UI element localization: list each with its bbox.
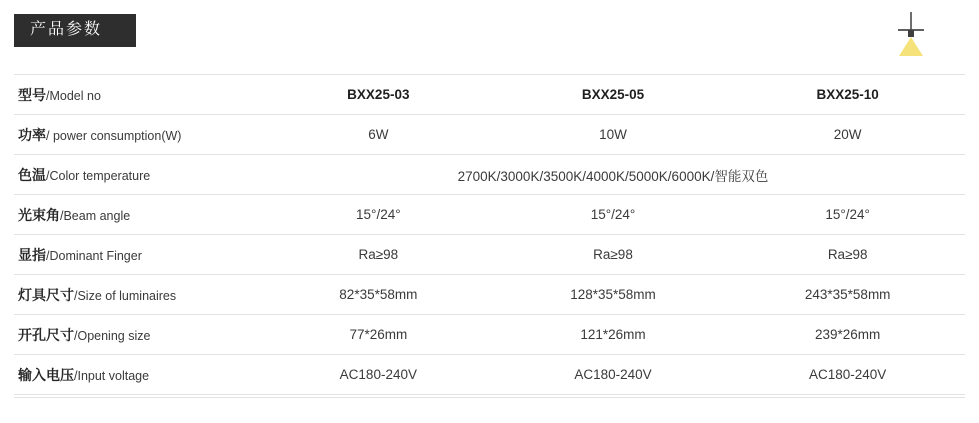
row-label-cn: 色温: [18, 166, 46, 183]
row-label-cn: 输入电压: [18, 366, 74, 383]
row-value: 15°/24°: [356, 207, 401, 222]
bottom-divider: [14, 397, 965, 398]
row-value: 121*26mm: [580, 327, 646, 342]
ceiling-lamp-icon: [885, 8, 937, 60]
header: [14, 14, 965, 70]
row-label-en: /Size of luminaires: [74, 288, 177, 303]
row-value: 82*35*58mm: [339, 287, 418, 302]
table-row: [14, 275, 965, 315]
row-value: 128*35*58mm: [570, 287, 656, 302]
row-value: Ra≥98: [827, 247, 868, 262]
row-value: 15°/24°: [825, 207, 870, 222]
row-label-cn: 灯具尺寸: [18, 286, 74, 303]
row-label-cn: 光束角: [18, 206, 60, 223]
row-label-en: / power consumption(W): [46, 128, 182, 143]
row-label: [14, 115, 261, 155]
row-label-en: /Model no: [46, 88, 101, 103]
row-label: [14, 275, 261, 315]
row-value-merged: 2700K/3000K/3500K/4000K/5000K/6000K/智能双色: [457, 168, 769, 184]
row-value: AC180-240V: [574, 367, 652, 382]
row-value: 10W: [599, 127, 627, 142]
row-value: 243*35*58mm: [804, 287, 891, 302]
page-title: 产品参数: [14, 14, 136, 47]
row-label-cn: 显指: [18, 246, 46, 263]
row-label: [14, 355, 261, 395]
row-label-cn: 开孔尺寸: [18, 326, 74, 343]
spec-table: [14, 74, 965, 395]
row-label-en: /Opening size: [74, 328, 151, 343]
row-label: [14, 155, 261, 195]
row-label-cn: 型号: [18, 86, 46, 103]
row-label: [14, 315, 261, 355]
row-value: 15°/24°: [590, 207, 636, 222]
table-row: [14, 115, 965, 155]
row-value: BXX25-05: [581, 87, 645, 102]
row-value: Ra≥98: [358, 247, 399, 262]
row-value: BXX25-03: [347, 87, 410, 102]
table-row: [14, 355, 965, 395]
row-label-en: /Input voltage: [74, 368, 150, 383]
row-label-en: /Beam angle: [60, 208, 131, 223]
row-value: Ra≥98: [593, 247, 633, 262]
row-value: 77*26mm: [349, 327, 408, 342]
table-row: [14, 75, 965, 115]
table-row: [14, 155, 965, 195]
row-label: [14, 235, 261, 275]
row-value: 239*26mm: [815, 327, 881, 342]
table-row: [14, 315, 965, 355]
row-value: 6W: [368, 127, 389, 142]
table-row: [14, 235, 965, 275]
row-value: AC180-240V: [339, 367, 417, 382]
row-label-cn: 功率: [18, 126, 46, 143]
table-row: [14, 195, 965, 235]
row-value: AC180-240V: [809, 367, 887, 382]
row-value: BXX25-10: [816, 87, 879, 102]
row-label-en: /Dominant Finger: [46, 248, 142, 263]
row-label: [14, 195, 261, 235]
row-label: [14, 75, 261, 115]
row-label-en: /Color temperature: [46, 168, 151, 183]
row-value: 20W: [833, 127, 862, 142]
